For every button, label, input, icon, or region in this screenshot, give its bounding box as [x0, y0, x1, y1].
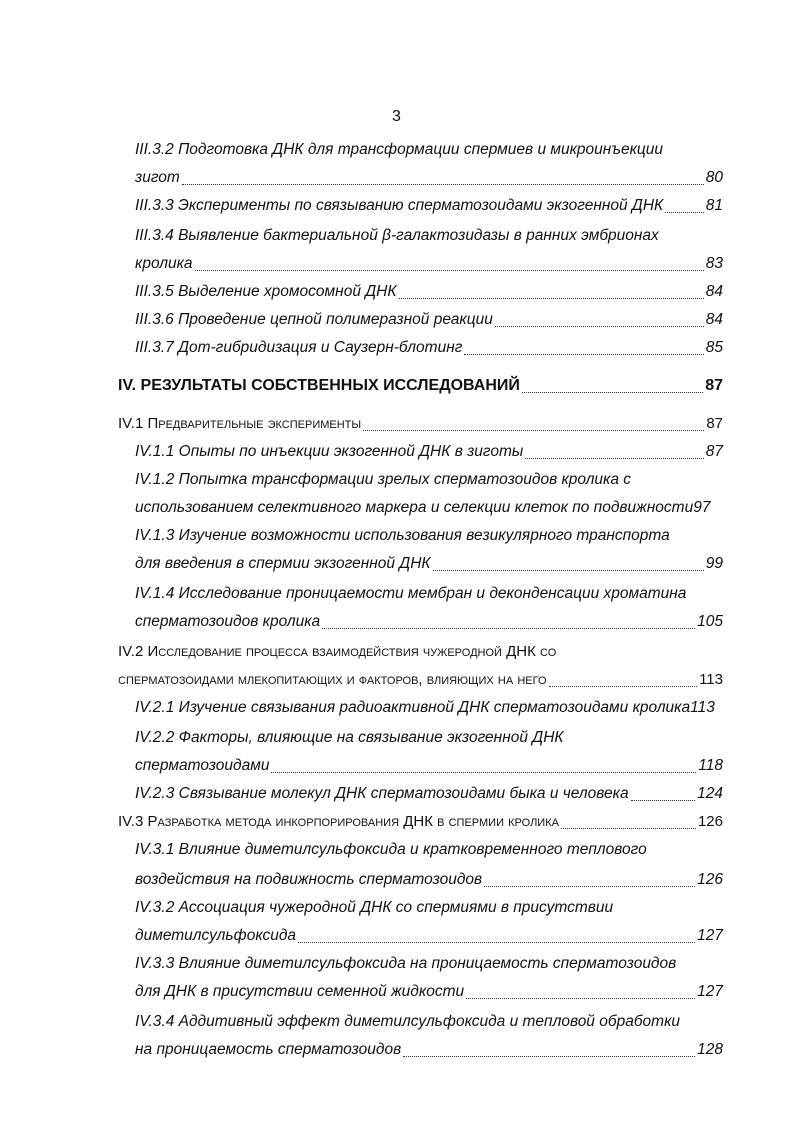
toc-entry-text: IV.1.1 Опыты по инъекции экзогенной ДНК в зиготы — [135, 443, 524, 460]
toc-line — [135, 302, 723, 330]
toc-page-number: 85 — [705, 339, 723, 356]
toc-entry-text: использованием селективного маркера и селекции клеток по подвижности — [135, 499, 694, 516]
toc-section-title: IV.3 Разработка метода инкорпорирования ДНК в спермии кролика — [118, 813, 559, 830]
toc-line — [135, 862, 723, 890]
dot-leader — [363, 429, 704, 431]
dot-leader — [271, 771, 696, 773]
toc-line — [135, 218, 690, 246]
toc-page-number: 124 — [697, 785, 723, 802]
toc-entry-text: III.3.7 Дот-гибридизация и Саузерн-блотинг — [135, 339, 463, 356]
toc-page-number: 84 — [705, 283, 723, 300]
toc-entry-text: IV.1.4 Исследование проницаемости мембран и деконденсации хроматина — [135, 585, 687, 602]
toc-line — [135, 462, 690, 490]
toc-section-line — [118, 662, 723, 690]
toc-entry-text: для введения в спермии экзогенной ДНК — [135, 555, 431, 572]
toc-entry-text: IV.3.4 Аддитивный эффект диметилсульфоксида и тепловой обработки — [135, 1013, 681, 1030]
toc-line — [135, 918, 723, 946]
toc-page-number: 97 — [693, 499, 711, 516]
toc-line — [135, 576, 715, 604]
toc-chapter-line — [118, 368, 723, 396]
toc-entry-text: III.3.4 Выявление бактериальной β-галактозидазы в ранних эмбрионах — [135, 227, 659, 244]
toc-line — [135, 188, 723, 216]
toc-page-number: 99 — [705, 555, 723, 572]
toc-entry-text: кролика — [135, 255, 193, 272]
toc-entry-text: IV.1.3 Изучение возможности использования везикулярного транспорта — [135, 527, 670, 544]
toc-page-number: 127 — [697, 927, 723, 944]
dot-leader — [182, 183, 704, 185]
dot-leader — [495, 325, 704, 327]
toc-line — [135, 274, 723, 302]
toc-line — [135, 330, 723, 358]
toc-section-line — [118, 804, 723, 832]
toc-entry-text: III.3.6 Проведение цепной полимеразной реакции — [135, 311, 493, 328]
dot-leader — [561, 827, 696, 829]
toc-entry-text: III.3.2 Подготовка ДНК для трансформации спермиев и микроинъекции — [135, 141, 663, 158]
toc-line — [135, 434, 723, 462]
toc-page-number: 113 — [690, 699, 715, 716]
dot-leader — [466, 997, 695, 999]
page-number: 3 — [392, 108, 401, 125]
toc-line — [135, 748, 723, 776]
toc-line — [135, 832, 695, 860]
dot-leader — [665, 211, 704, 213]
toc-entry-text: IV.2.1 Изучение связывания радиоактивной ДНК сперматозоидами кролика — [135, 699, 691, 716]
dot-leader — [433, 569, 704, 571]
dot-leader — [631, 799, 696, 801]
toc-entry-text: III.3.5 Выделение хромосомной ДНК — [135, 283, 397, 300]
toc-line — [135, 1032, 723, 1060]
toc-section-title: сперматозоидами млекопитающих и факторов, влияющих на него — [118, 671, 547, 688]
toc-page-number: 87 — [705, 443, 723, 460]
toc-page-number: 83 — [705, 255, 723, 272]
toc-entry-text: для ДНК в присутствии семенной жидкости — [135, 983, 465, 1000]
toc-line — [135, 246, 723, 274]
dot-leader — [525, 457, 703, 459]
toc-page-number: 113 — [699, 671, 723, 688]
toc-page-number: 118 — [698, 757, 723, 774]
toc-page-number: 126 — [697, 813, 723, 830]
toc-entry-text: IV.2.3 Связывание молекул ДНК сперматозоидами быка и человека — [135, 785, 629, 802]
toc-page-number: 81 — [705, 197, 723, 214]
toc-line — [135, 546, 723, 574]
toc-line — [135, 974, 723, 1002]
toc-entry-text: диметилсульфоксида — [135, 927, 297, 944]
toc-entry-text: сперматозоидами — [135, 757, 270, 774]
toc-entry-text: сперматозоидов кролика — [135, 613, 321, 630]
toc-page-number: 84 — [705, 311, 723, 328]
toc-chapter-title: IV. РЕЗУЛЬТАТЫ СОБСТВЕННЫХ ИССЛЕДОВАНИЙ — [118, 377, 520, 394]
toc-line — [135, 946, 715, 974]
toc-section-line — [118, 406, 723, 434]
toc-entry-text: IV.3.2 Ассоциация чужеродной ДНК со спермиями в присутствии — [135, 899, 614, 916]
dot-leader — [403, 1055, 695, 1057]
dot-leader — [322, 627, 695, 629]
toc-line — [135, 776, 723, 804]
dot-leader — [484, 885, 695, 887]
toc-line — [135, 720, 690, 748]
dot-leader — [464, 353, 703, 355]
toc-entry-text: IV.3.1 Влияние диметилсульфоксида и кратковременного теплового — [135, 841, 647, 858]
toc-entry-text: на проницаемость сперматозоидов — [135, 1041, 402, 1058]
toc-line — [135, 132, 690, 160]
toc-entry-text: воздействия на подвижность сперматозоидов — [135, 871, 483, 888]
toc-page-number: 80 — [705, 169, 723, 186]
toc-entry-text: III.3.3 Эксперименты по связыванию сперматозоидами экзогенной ДНК — [135, 197, 664, 214]
toc-entry-text: IV.1.2 Попытка трансформации зрелых сперматозоидов кролика с — [135, 471, 632, 488]
toc-line — [135, 160, 723, 188]
toc-line — [135, 490, 740, 518]
toc-page-number: 128 — [697, 1041, 723, 1058]
toc-entry-text: зигот — [135, 169, 180, 186]
toc-entry-text: IV.2.2 Факторы, влияющие на связывание экзогенной ДНК — [135, 729, 564, 746]
toc-page-number: 127 — [697, 983, 723, 1000]
dot-leader — [549, 685, 698, 687]
dot-leader — [195, 269, 704, 271]
toc-page-number: 87 — [705, 377, 723, 394]
toc-line — [135, 518, 705, 546]
toc-entry-text: IV.3.3 Влияние диметилсульфоксида на проницаемость сперматозоидов — [135, 955, 677, 972]
dot-leader — [399, 297, 704, 299]
toc-line — [135, 1004, 715, 1032]
toc-line — [135, 604, 723, 632]
toc-section-title: IV.1 Предварительные эксперименты — [118, 415, 362, 432]
toc-page-number: 87 — [706, 415, 723, 432]
toc-page-number: 126 — [697, 871, 723, 888]
toc-section-title: IV.2 Исследование процесса взаимодействия чужеродной ДНК со — [118, 643, 557, 660]
toc-line — [135, 890, 695, 918]
dot-leader — [298, 941, 695, 943]
toc-page-number: 105 — [697, 613, 723, 630]
toc-line — [135, 690, 740, 718]
toc-section-line — [118, 634, 698, 662]
dot-leader — [522, 391, 703, 393]
